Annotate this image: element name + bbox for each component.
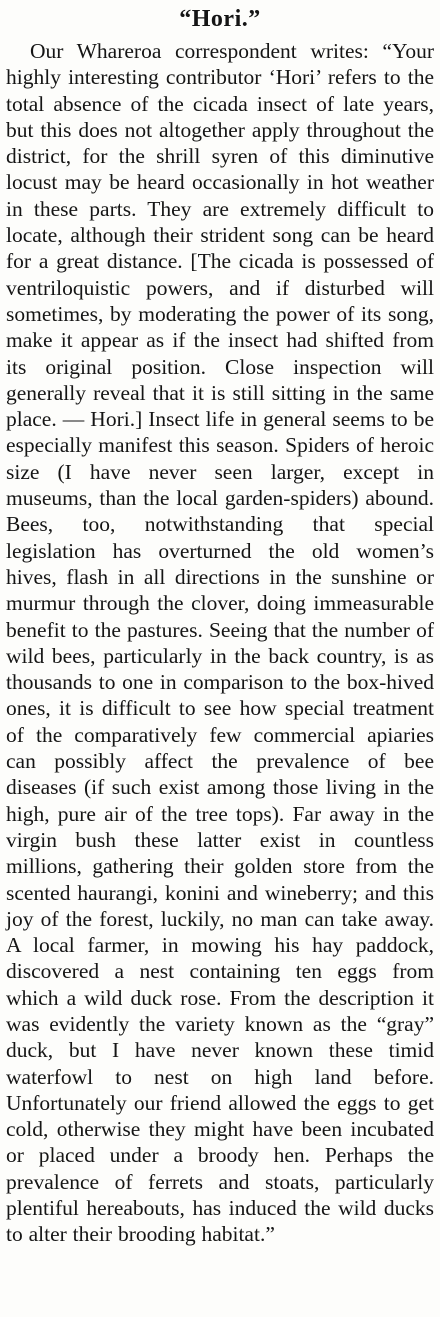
article-headline: “Hori.” [179,6,261,32]
article-body: Our Whareroa correspondent writes: “Your highly interesting contributor ‘Hori’ refers to the total absence of the cicada insect of late years, but this does not altogether apply throughout the district, for the shrill syren of this diminutive locust may be heard occasionally in hot weather in these parts. They are extremely difficult to locate, although their strident song can be heard for a great distance. [The cicada is possessed of ventriloquistic powers, and if disturbed will sometimes, by moderating the power of its song, make it appear as if the insect had shifted from its original position. Close inspection will generally reveal that it is still sitting in the same place. — Hori.] Insect life in general seems to be especially manifest this season. Spiders of heroic size (I have never seen larger, except in museums, than the local garden-spiders) abound. Bees, too, notwithstanding that special legislation has overturned the old women’s hives, flash in all directions in the sunshine or murmur through the clover, doing immeasurable benefit to the pastures. Seeing that the number of wild bees, particularly in the back country, is as thousands to one in comparison to the box-hived ones, it is difficult to see how special treatment of the comparatively few commercial apiaries can possibly affect the prevalence of bee diseases (if such exist among those living in the high, pure air of the tree tops). Far away in the virgin bush these latter exist in countless millions, gathering their golden store from the scented haurangi, konini and wineberry; and this joy of the forest, luckily, no man can take away. A local farmer, in mowing his hay paddock, discovered a nest containing ten eggs from which a wild duck rose. From the description it was evidently the variety known as the “gray” duck, but I have never known these timid waterfowl to nest on high land before. Unfortunately our friend allowed the eggs to get cold, otherwise they might have been incubated or placed under a broody hen. Perhaps the prevalence of ferrets and stoats, particularly plentiful hereabouts, has induced the wild ducks to alter their brooding habitat.” [6,39,434,1247]
